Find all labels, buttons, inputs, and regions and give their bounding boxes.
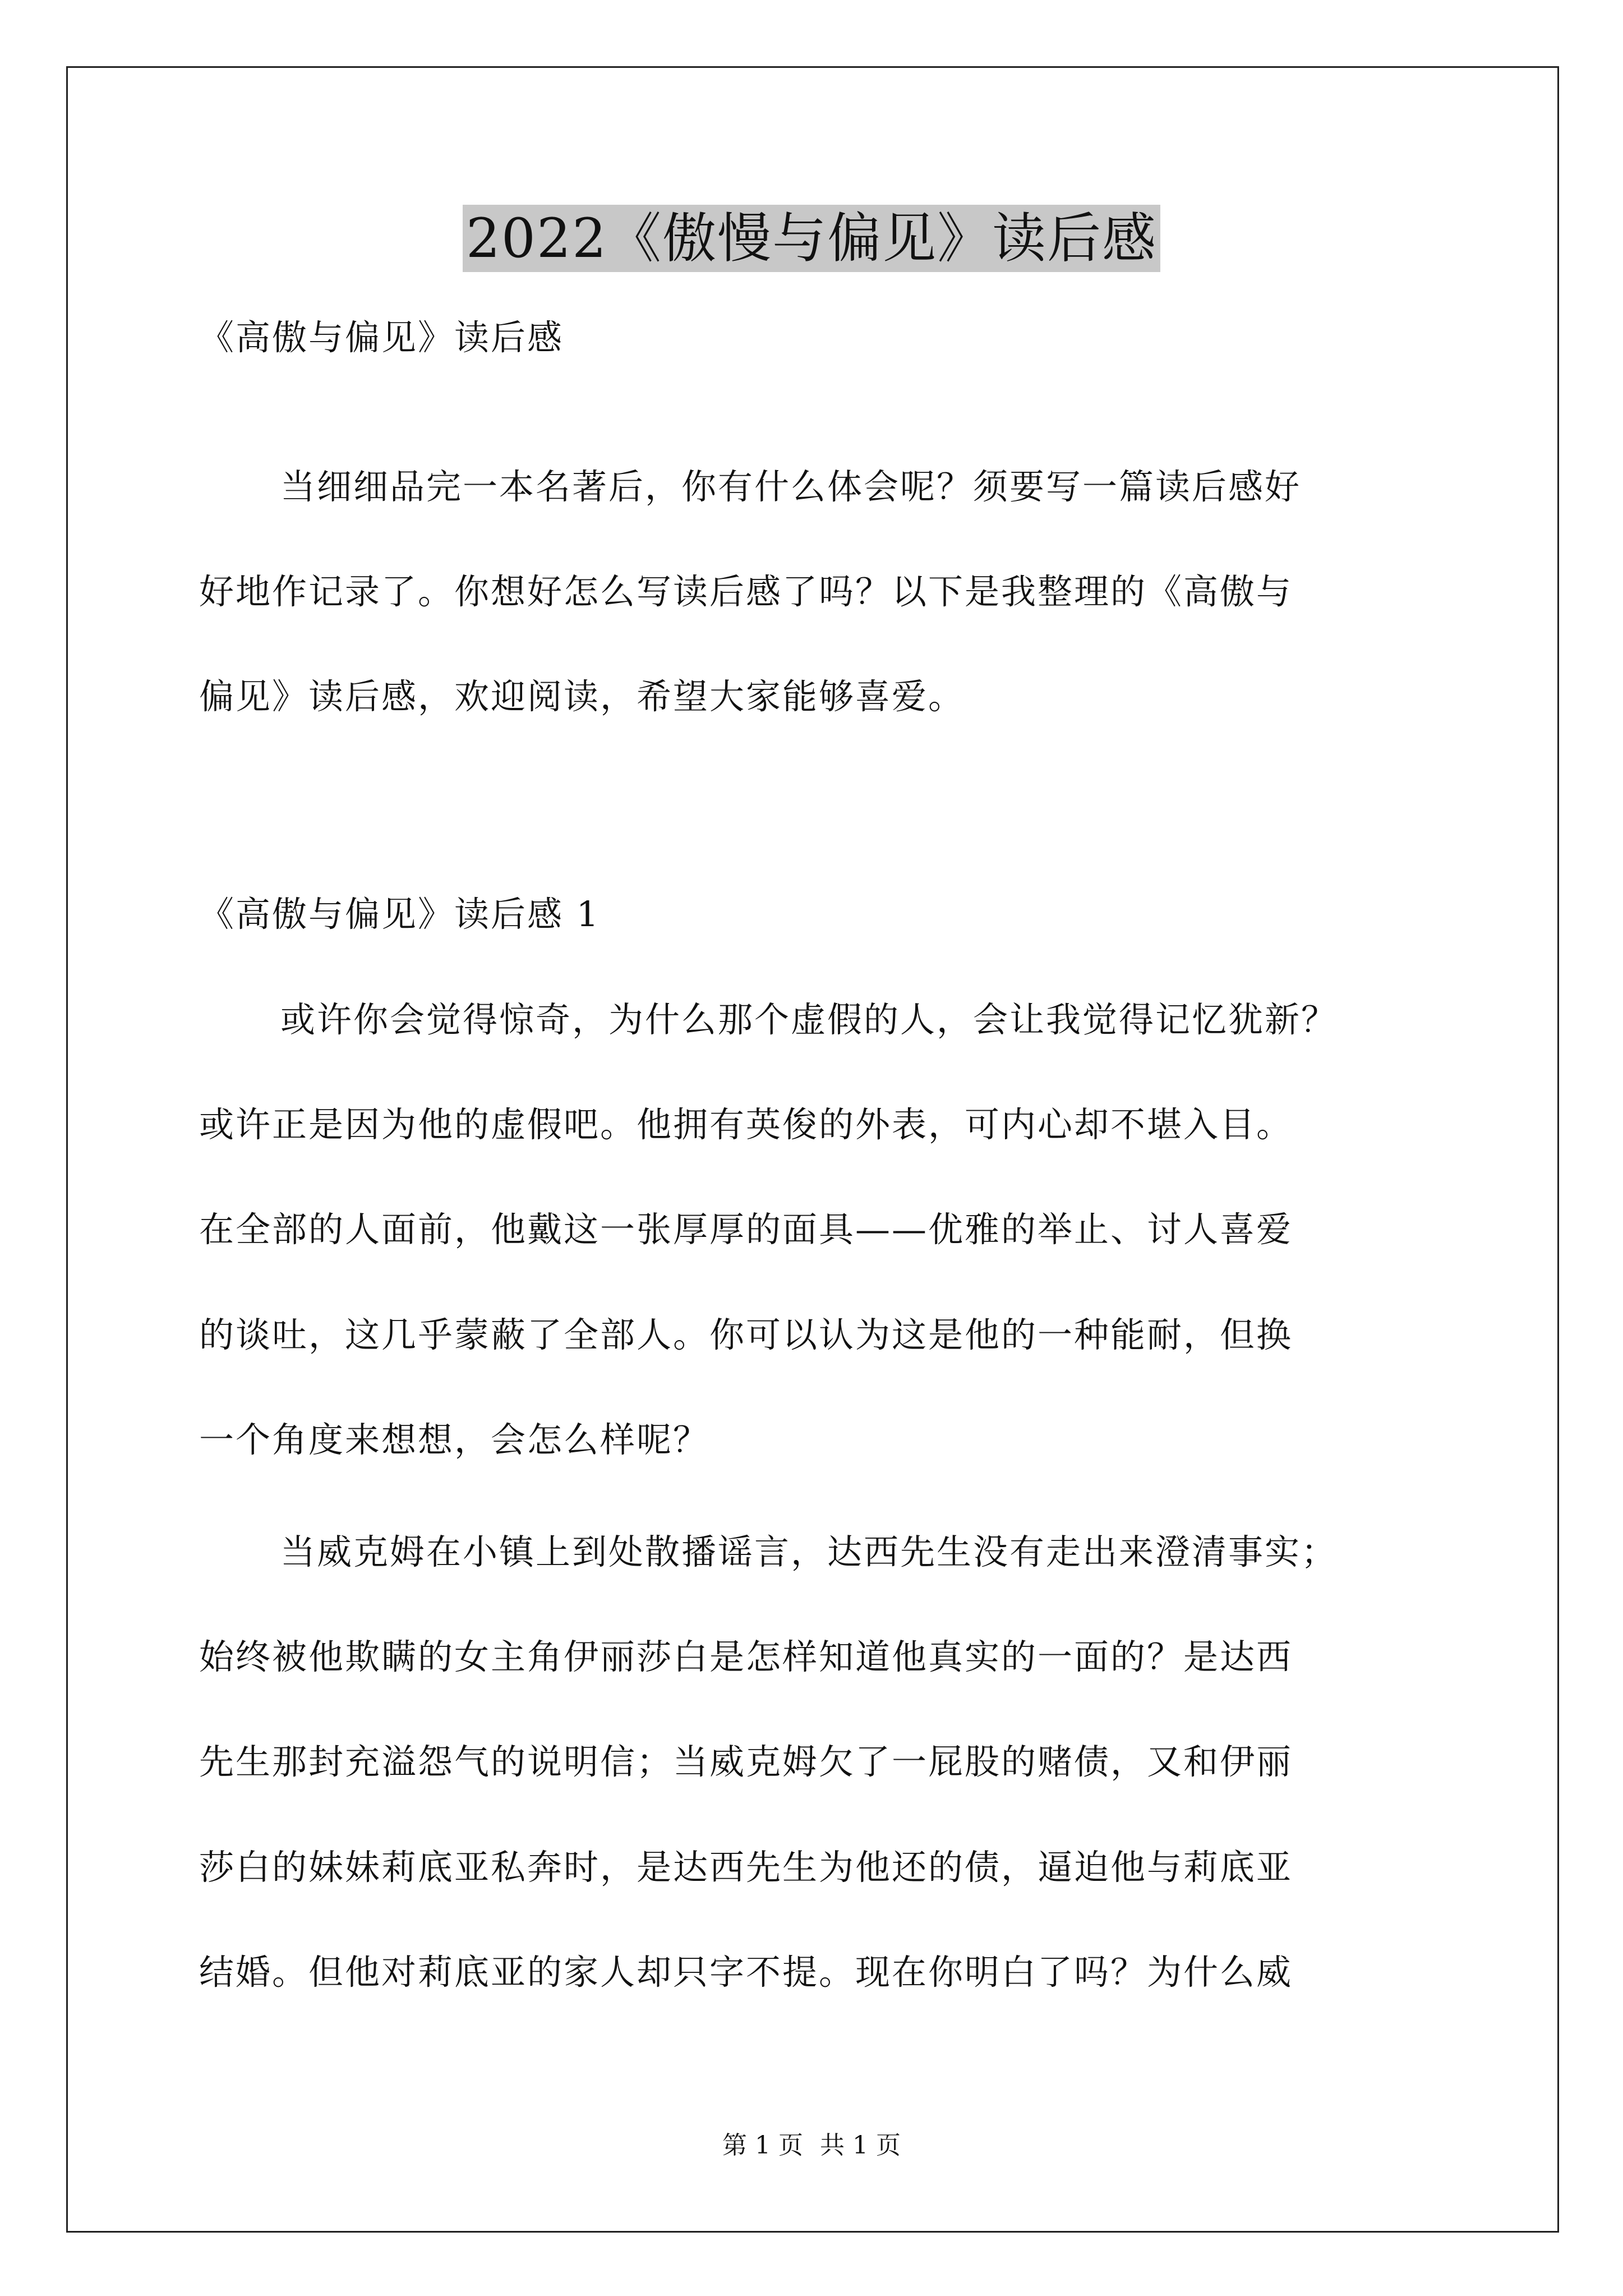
paragraph-line: 莎白的妹妹莉底亚私奔时，是达西先生为他还的债，逼迫他与莉底亚 <box>199 1847 1293 1888</box>
paragraph-line: 结婚。但他对莉底亚的家人却只字不提。现在你明白了吗？为什么威 <box>199 1952 1293 1993</box>
page-number: 第 1 页 <box>722 2131 803 2160</box>
paragraph-line: 或许你会觉得惊奇，为什么那个虚假的人，会让我觉得记忆犹新？ <box>280 999 1338 1040</box>
intro-line: 偏见》读后感，欢迎阅读，希望大家能够喜爱。 <box>199 676 965 717</box>
page-total: 共 1 页 <box>820 2131 901 2160</box>
paragraph-line: 一个角度来想想，会怎么样呢？ <box>199 1419 710 1460</box>
paragraph-line: 当威克姆在小镇上到处散播谣言，达西先生没有走出来澄清事实； <box>280 1531 1338 1572</box>
subtitle: 《高傲与偏见》读后感 <box>199 317 564 358</box>
paragraph-line: 始终被他欺瞒的女主角伊丽莎白是怎样知道他真实的一面的？是达西 <box>199 1636 1293 1677</box>
page-border <box>66 66 1559 2233</box>
paragraph-line: 先生那封充溢怨气的说明信；当威克姆欠了一屁股的赌债，又和伊丽 <box>199 1741 1293 1782</box>
document-title: 2022《傲慢与偏见》读后感 <box>463 205 1160 272</box>
section-heading: 《高傲与偏见》读后感 1 <box>199 894 601 935</box>
paragraph-line: 的谈吐，这几乎蒙蔽了全部人。你可以认为这是他的一种能耐，但换 <box>199 1314 1293 1355</box>
title-container <box>0 205 1623 272</box>
paragraph-line: 或许正是因为他的虚假吧。他拥有英俊的外表，可内心却不堪入目。 <box>199 1104 1293 1145</box>
intro-line: 当细细品完一本名著后，你有什么体会呢？须要写一篇读后感好 <box>280 466 1302 507</box>
paragraph-line: 在全部的人面前，他戴这一张厚厚的面具——优雅的举止、讨人喜爱 <box>199 1209 1293 1250</box>
intro-line: 好地作记录了。你想好怎么写读后感了吗？以下是我整理的《高傲与 <box>199 571 1293 612</box>
page-footer <box>0 2129 1623 2162</box>
